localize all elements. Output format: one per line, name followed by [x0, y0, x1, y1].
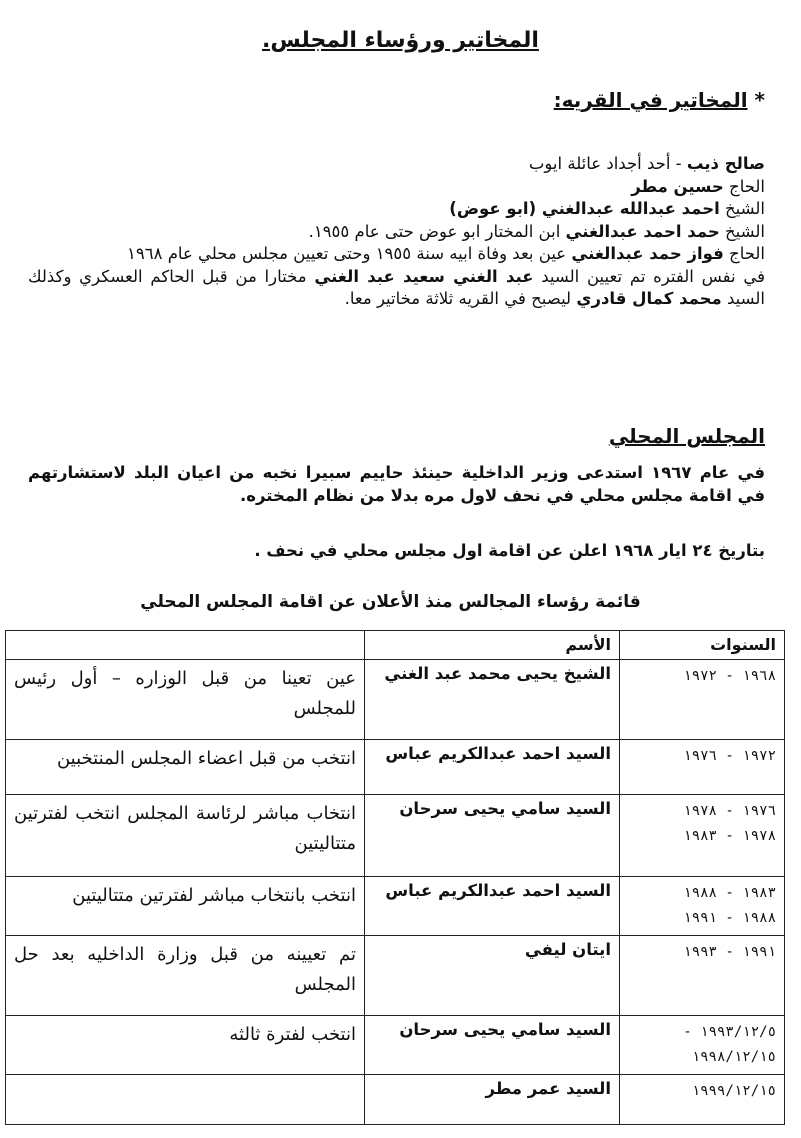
cell-name: ايتان ليفي	[365, 936, 620, 1016]
cell-note: تم تعيينه من قبل وزارة الداخليه بعد حل المجلس	[6, 936, 365, 1016]
cell-years	[620, 1075, 785, 1125]
cell-name: الشيخ يحيى محمد عبد الغني	[365, 660, 620, 740]
mukhtar-text: - أحد أجداد عائلة ايوب	[528, 154, 687, 173]
year-range: ١٩٩٩/١٢/١٥	[691, 1083, 776, 1099]
page-title-text: المخاتير ورؤساء المجلس.	[262, 28, 539, 53]
cell-note: انتخب بانتخاب مباشر لفترتين متتاليتين	[6, 877, 365, 936]
mukhtar-text: الشيخ	[719, 221, 765, 241]
page-title	[0, 28, 801, 53]
mukhtar-text: ليصبح في القريه ثلاثة مخاتير معا.	[344, 289, 577, 308]
mukhtar-text: مختارا من قبل الحاكم العسكري وكذلك السيد	[28, 266, 765, 308]
table-row	[6, 877, 785, 936]
table-caption: قائمة رؤساء المجالس منذ الأعلان عن اقامة المجلس المحلي	[140, 592, 641, 612]
mukhtar-line	[28, 221, 765, 244]
cell-name: السيد احمد عبدالكريم عباس	[365, 877, 620, 936]
year-range: ١٩٨٨ - ١٩٩١	[683, 910, 776, 926]
mukhtar-name: فواز حمد عبدالغني	[571, 244, 724, 263]
mukhtar-name: عبد الغني سعيد عبد الغني	[314, 266, 534, 286]
cell-years	[620, 936, 785, 1016]
year-range: ١٩٧٦ - ١٩٧٨	[683, 803, 776, 819]
cell-name: السيد احمد عبدالكريم عباس	[365, 740, 620, 795]
council-paragraph-1: في عام ١٩٦٧ استدعى وزير الداخلية حينئذ حاييم سبيرا نخبه من اعيان البلد لاستشارتهم في اقامة مجلس محلي في نحف لاول مره بدلا من نظام المختره.	[28, 463, 765, 505]
cell-name: السيد عمر مطر	[365, 1075, 620, 1125]
cell-note: انتخب من قبل اعضاء المجلس المنتخبين	[6, 740, 365, 795]
mukhtar-name: صالح ذيب	[686, 154, 765, 173]
mukhtar-name: حسين مطر	[631, 176, 724, 196]
mukhtar-line	[28, 266, 765, 311]
cell-years	[620, 660, 785, 740]
year-range: ١٩٩١ - ١٩٩٣	[683, 944, 776, 960]
mukhtar-text: في نفس الفتره تم تعيين السيد	[533, 266, 766, 286]
mukhtar-name: احمد عبدالله عبدالغني (ابو عوض)	[449, 199, 720, 218]
header-note	[6, 631, 365, 660]
mukhtar-text: الشيخ	[719, 199, 765, 218]
mukhtar-line	[28, 153, 765, 176]
council-heading	[609, 424, 765, 448]
table-row	[6, 936, 785, 1016]
year-range: ١٩٧٢ - ١٩٧٦	[683, 748, 776, 764]
year-range: ١٩٩٣/١٢/٥ -	[683, 1024, 776, 1040]
year-range: ١٩٨٣ - ١٩٨٨	[683, 885, 776, 901]
year-range: ١٩٦٨ - ١٩٧٢	[683, 668, 776, 684]
mukhtar-text: الحاج	[723, 176, 765, 196]
year-range: ١٩٧٨ - ١٩٨٣	[683, 828, 776, 844]
mukhtars-list	[28, 153, 765, 311]
table-row	[6, 795, 785, 877]
cell-years	[620, 1016, 785, 1075]
mukhtar-name: محمد كمال قادري	[576, 289, 722, 308]
year-range: ١٩٩٨/١٢/١٥	[691, 1049, 776, 1065]
bullet: *	[754, 88, 765, 112]
table-row	[6, 1075, 785, 1125]
cell-note: انتخب لفترة ثالثه	[6, 1016, 365, 1075]
cell-name: السيد سامي يحيى سرحان	[365, 1016, 620, 1075]
mukhtar-line	[28, 198, 765, 221]
table-row	[6, 740, 785, 795]
mukhtars-heading	[554, 88, 765, 112]
table-row	[6, 660, 785, 740]
mukhtar-text: عين بعد وفاة ابيه سنة ١٩٥٥ وحتى تعيين مجلس محلي عام ١٩٦٨	[127, 244, 572, 263]
cell-years	[620, 877, 785, 936]
mukhtar-name: حمد احمد عبدالغني	[565, 221, 720, 241]
cell-name: السيد سامي يحيى سرحان	[365, 795, 620, 877]
mukhtar-line	[28, 176, 765, 199]
council-paragraph-2: بتاريخ ٢٤ ايار ١٩٦٨ اعلن عن اقامة اول مجلس محلي في نحف .	[254, 541, 765, 560]
mukhtar-text: ابن المختار ابو عوض حتى عام ١٩٥٥.	[308, 221, 566, 241]
cell-years	[620, 740, 785, 795]
mukhtar-line	[28, 243, 765, 266]
council-heading-text: المجلس المحلي	[608, 424, 765, 448]
cell-years	[620, 795, 785, 877]
cell-note	[6, 1075, 365, 1125]
table-row	[6, 1016, 785, 1075]
mukhtars-heading-text: المخاتير في القريه:	[553, 88, 748, 112]
cell-note: عين تعينا من قبل الوزاره – أول رئيس للمجلس	[6, 660, 365, 740]
mukhtar-text: الحاج	[723, 244, 765, 263]
council-heads-table	[5, 630, 785, 1125]
table-header-row	[6, 631, 785, 660]
header-years: السنوات	[620, 631, 785, 660]
header-name: الأسم	[365, 631, 620, 660]
cell-note: انتخاب مباشر لرئاسة المجلس انتخب لفترتين متتاليتين	[6, 795, 365, 877]
